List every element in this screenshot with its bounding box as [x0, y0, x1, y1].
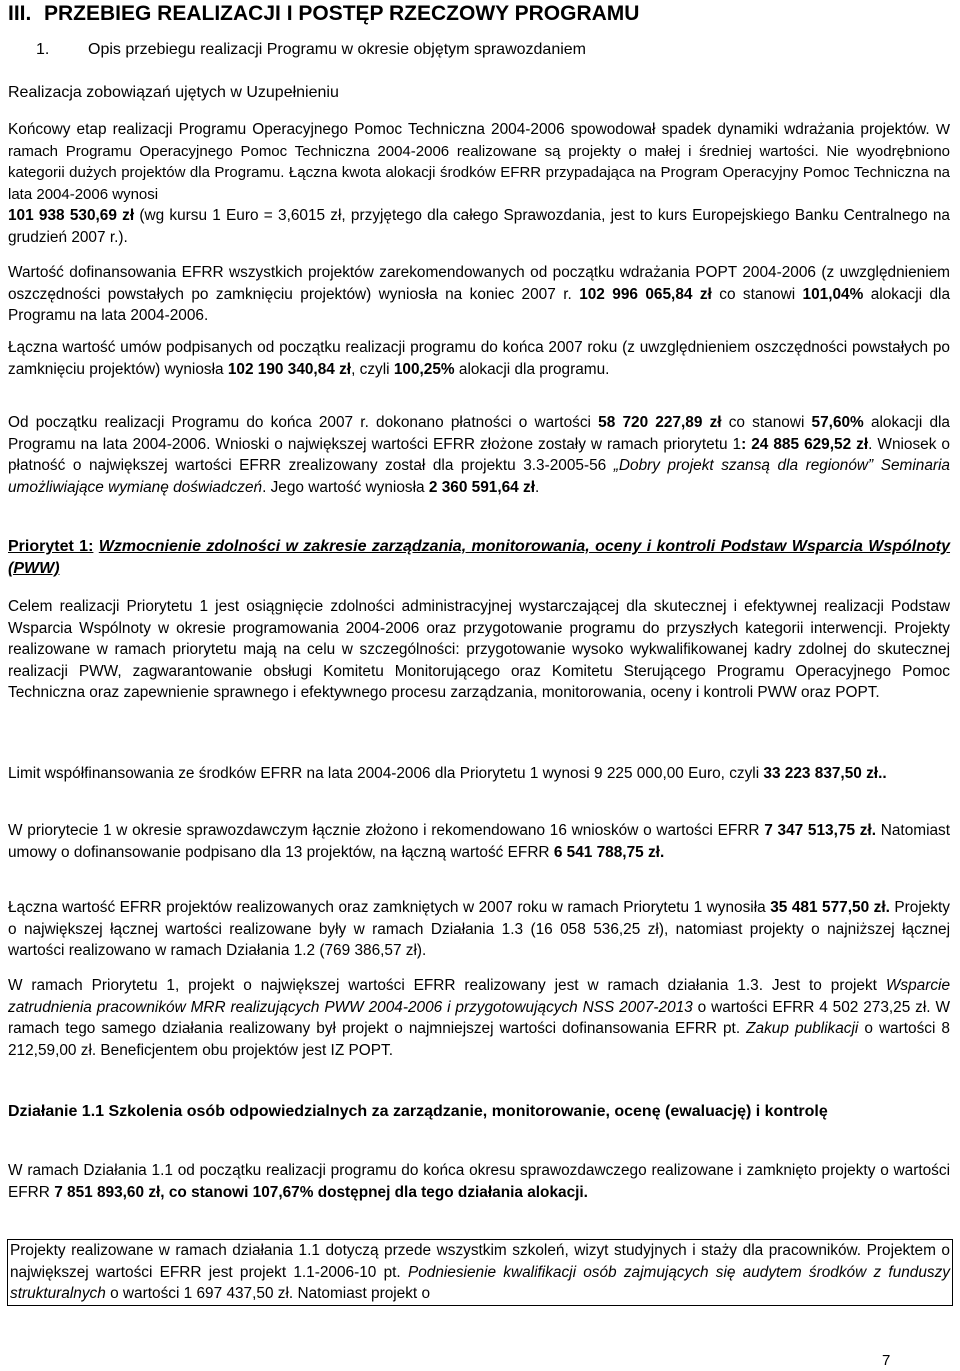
p7-amount-1: 7 347 513,75 zł.: [764, 822, 876, 839]
paragraph-3: [8, 337, 950, 380]
action-heading: Działanie 1.1 Szkolenia osób odpowiedzialnych za zarządzanie, monitorowanie, ocenę (ewaluację) i kontrolę: [8, 1103, 828, 1120]
paragraph-5: Celem realizacji Priorytetu 1 jest osiągnięcie zdolności administracyjnej wystarczającej dla skutecznej i efektywnej realizacji Podstaw Wsparcia Wspólnoty w okresie programowania 2004-2006 oraz przygotowanie programu do przyszłych kategorii interwencji. Projekty realizowane w ramach priorytetu mają na celu w szczególności: przygotowanie wysoko wykwalifikowanej kadry zdolnej do skutecznej realizacji PWW, zagwarantowanie obsługi Komitetu Monitorującego oraz Komitetu Sterującego Programu Operacyjnego Pomoc Techniczna oraz zapewnienie sprawnego i efektywnego procesu zarządzania, monitorowania, oceny i kontroli PWW oraz POPT.: [8, 598, 950, 701]
p4-percent: 57,60%: [811, 414, 864, 431]
p9-text-1: W ramach Priorytetu 1, projekt o największej wartości EFRR realizowany jest w ramach działania 1.3. Jest to projekt: [8, 977, 877, 994]
p1-text-1: Końcowy etap realizacji Programu Operacyjnego Pomoc Techniczna 2004-2006 spowodował spadek dynamiki wdrażania projektów.: [8, 121, 930, 138]
p4-project-title: „Dobry projekt szansą dla regionów” Seminaria umożliwiające wymianę doświadczeń: [8, 457, 950, 496]
p3-text-3: alokacji dla programu.: [458, 360, 610, 378]
p2-text-1: Wartość dofinansowania EFRR wszystkich projektów zarekomendowanych od początku wdrażania POPT 2004-2006 (z uwzględnieniem oszczędności powstałych po zamknięciu projektów) wyniosła na koniec 2007 r.: [8, 264, 950, 303]
p8-text-1: Łączna wartość EFRR projektów realizowanych oraz zamkniętych w 2007 roku w ramach Priorytetu 1 wynosiła: [8, 899, 766, 916]
subsection-number: 1.: [36, 41, 50, 58]
p4-text-5: . Jego wartość wyniosła: [262, 478, 425, 496]
p3-text-1: Łączna wartość umów podpisanych od początku realizacji programu do końca 2007 roku (z uwzględnieniem oszczędności powstałych po zamknięciu projektów) wyniosła: [8, 339, 950, 378]
sub-heading: Realizacja zobowiązań ujętych w Uzupełnieniu: [8, 84, 339, 101]
p11-text-1: Projekty realizowane w ramach działania 1.1 dotyczą przede wszystkim szkoleń, wizyt studyjnych i staży dla pracowników. Projektem o największej wartości EFRR jest projekt 1.1-2006-10 pt.: [10, 1242, 950, 1281]
p1-text-2: W ramach Programu Operacyjnego Pomoc Techniczna 2004-2006 realizowane są projekty o małej i średniej wartości. Nie wyodrębniono kategorii dużych projektów dla Programu. Łączna kwota alokacji środków EFRR przypadająca na Program Operacyjny Pomoc Techniczna na lata 2004-2006 wynosi: [8, 121, 950, 203]
p4-text-6: .: [535, 478, 540, 496]
p1-text-3: (wg kursu 1 Euro = 3,6015 zł, przyjętego dla całego Sprawozdania, jest to kurs Europejskiego Banku Centralnego na grudzień 2007 r.).: [8, 207, 950, 246]
p9-project-title: Wsparcie zatrudnienia pracowników MRR realizujących PWW 2004-2006 i przygotowujących NSS 2007-2013: [8, 977, 950, 1016]
p10-text-1: W ramach Działania 1.1 od początku realizacji programu do końca okresu sprawozdawczego realizowane i zamknięto projekty o wartości EFRR: [8, 1162, 950, 1201]
p3-text-2: , czyli: [351, 360, 390, 378]
p9-project-title-2: Zakup publikacji: [746, 1020, 859, 1037]
p9-text-3: o wartości 8 212,59,00 zł. Beneficjentem obu projektów jest IZ POPT.: [8, 1020, 950, 1059]
subsection-title: Opis przebiegu realizacji Programu w okresie objętym sprawozdaniem: [88, 41, 586, 58]
p4-text-4: . Wniosek o płatność o największej wartości EFRR zrealizowany został dla projektu 3.3-2005-56: [8, 435, 950, 474]
paragraph-6: [8, 763, 950, 785]
section-number: III.: [8, 2, 32, 25]
p8-text-2: Projekty o największej łącznej wartości realizowane były w ramach Działania 1.3 (16 058 536,25 zł), natomiast projekty o najniższej łącznej wartości realizowano w ramach Działania 1.2 (769 386,57 zł).: [8, 899, 951, 959]
p4-text-1: Od początku realizacji Programu do końca 2007 r. dokonano płatności o wartości: [8, 414, 591, 431]
paragraph-1: [8, 119, 950, 248]
p1-amount: 101 938 530,69 zł: [8, 207, 135, 224]
p2-text-3: alokacji dla Programu na lata 2004-2006.: [8, 285, 951, 324]
p2-amount: 102 996 065,84 zł: [579, 285, 712, 303]
paragraph-11: [7, 1239, 953, 1306]
p7-text-1: W priorytecie 1 w okresie sprawozdawczym łącznie złożono i rekomendowano 16 wniosków o wartości EFRR: [8, 822, 760, 839]
p4-text-3: alokacji dla Programu na lata 2004-2006. Wnioski o największej wartości EFRR złożone zostały w ramach priorytetu 1: [8, 414, 950, 453]
p9-text-2: o wartości EFRR 4 502 273,25 zł. W ramach tego samego działania realizowany był projekt o najmniejszej wartości dofinansowania EFRR pt.: [8, 998, 950, 1037]
p10-amount: 7 851 893,60 zł, co stanowi 107,67% dostępnej dla tego działania alokacji.: [54, 1183, 588, 1201]
paragraph-2: [8, 262, 950, 327]
p3-percent: 100,25%: [393, 360, 455, 378]
priority-label: Priorytet 1:: [8, 538, 94, 555]
paragraph-10: [8, 1160, 950, 1203]
p8-amount: 35 481 577,50 zł.: [770, 899, 890, 916]
p2-percent: 101,04%: [802, 285, 864, 303]
p4-project-amount: 2 360 591,64 zł: [428, 478, 535, 496]
p7-text-2: Natomiast umowy o dofinansowanie podpisano dla 13 projektów, na łączną wartość EFRR: [8, 822, 951, 861]
p4-amount: 58 720 227,89 zł: [598, 414, 722, 431]
section-title: PRZEBIEG REALIZACJI I POSTĘP RZECZOWY PROGRAMU: [44, 2, 640, 25]
priority-title: Wzmocnienie zdolności w zakresie zarządzania, monitorowania, oceny i kontroli Podstaw Wsparcia Wspólnoty (PWW): [8, 538, 951, 577]
priority-heading: [8, 536, 950, 580]
p6-text-1: Limit współfinansowania ze środków EFRR na lata 2004-2006 dla Priorytetu 1 wynosi 9 225 000,00 Euro, czyli: [8, 765, 760, 782]
p3-amount: 102 190 340,84 zł: [227, 360, 352, 378]
paragraph-8: [8, 897, 950, 962]
paragraph-9: [8, 975, 950, 1061]
p6-amount: 33 223 837,50 zł..: [763, 765, 887, 782]
section-heading: [8, 2, 950, 26]
page-number: 7: [882, 1352, 891, 1369]
p4-text-2: co stanowi: [728, 414, 805, 431]
paragraph-7: [8, 820, 950, 863]
subsection-heading: [36, 40, 936, 60]
p7-amount-2: 6 541 788,75 zł.: [553, 843, 665, 861]
p11-project-title: Podniesienie kwalifikacji osób zajmujących się audytem środków z funduszy strukturalnych: [10, 1263, 950, 1302]
p11-text-2: o wartości 1 697 437,50 zł. Natomiast projekt o: [110, 1285, 431, 1302]
p4-priority-amount: : 24 885 629,52 zł: [741, 435, 869, 453]
paragraph-4: [8, 412, 950, 498]
p2-text-2: co stanowi: [719, 285, 796, 303]
